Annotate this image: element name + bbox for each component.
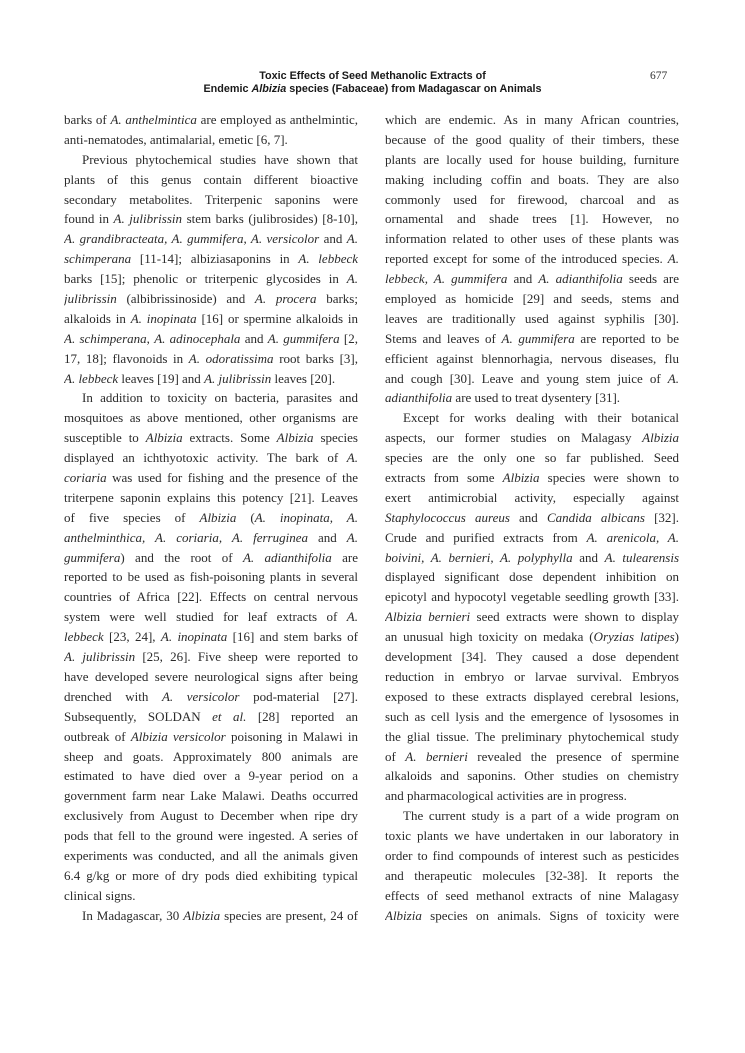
text-line: [385, 607, 679, 627]
text-line: [385, 349, 679, 369]
text-line: [385, 369, 679, 389]
text-line: [385, 150, 679, 170]
italic-text: Staphylococcus aureus: [385, 509, 510, 525]
text-line: [385, 249, 679, 269]
italic-text: A.: [346, 609, 358, 625]
italic-text: anthelminthica, A. coriaria, A. ferruginea: [64, 529, 308, 545]
text-run: exclusively from August to December when ripe dry: [64, 808, 358, 824]
text-run: displayed significant dose dependent inhibition on: [385, 569, 679, 585]
text-line: [385, 806, 679, 826]
page-number: 677: [650, 70, 668, 82]
text-run: (: [236, 509, 255, 525]
text-line: [385, 766, 679, 786]
italic-text: lebbeck: [64, 629, 104, 645]
text-line: [64, 826, 358, 846]
text-run: and: [240, 330, 268, 346]
text-run: Stems and leaves of: [385, 330, 502, 346]
italic-text: Albizia: [385, 907, 422, 923]
italic-text: A. inopinata, A.: [254, 509, 358, 525]
text-line: [385, 727, 679, 747]
header-line-2-pre: Endemic: [203, 83, 252, 95]
text-line: [64, 886, 358, 906]
text-line: [64, 766, 358, 786]
text-run: pods that fell to the ground were ingested. A series of: [64, 828, 358, 844]
italic-text: Albizia: [199, 509, 237, 525]
text-line: [385, 488, 679, 508]
text-run: reduction in embryo or larvae survival. Embryos: [385, 668, 679, 684]
right-column: [385, 110, 679, 926]
text-run: seed extracts were shown to display: [470, 609, 679, 625]
text-run: leaves [19] and: [118, 370, 205, 386]
italic-text: A. lebbeck: [64, 370, 119, 386]
italic-text: A. odoratissima: [188, 350, 274, 366]
text-line: [385, 110, 679, 130]
text-run: leaves [20].: [271, 370, 336, 386]
text-run: toxic plants we have undertaken in our laboratory in: [385, 828, 679, 844]
text-line: [64, 249, 358, 269]
text-line: [64, 428, 358, 448]
text-line: [64, 567, 358, 587]
text-line: [385, 747, 679, 767]
text-line: [64, 190, 358, 210]
italic-text: A. procera: [254, 291, 317, 307]
text-line: [64, 647, 358, 667]
text-run: In Madagascar, 30: [82, 907, 184, 923]
text-line: [64, 906, 358, 926]
text-run: plants are locally used for house building, furniture: [385, 151, 679, 167]
text-line: [64, 170, 358, 190]
text-line: [385, 647, 679, 667]
text-run: estimated to have died over a 9-year period on a: [64, 768, 358, 784]
text-run: plants of this genus contain different bioactive: [64, 171, 358, 187]
text-line: [385, 886, 679, 906]
text-run: triterpene saponin explains this potency [21]. Leaves: [64, 489, 358, 505]
text-run: countries of Africa [22]. Effects on central nervous: [64, 589, 358, 605]
text-line: [64, 508, 358, 528]
italic-text: A. lebbeck: [298, 251, 358, 267]
italic-text: A. gummifera: [267, 330, 340, 346]
text-line: [385, 309, 679, 329]
text-run: commonly used for firewood, charcoal and as: [385, 191, 679, 207]
text-run: [23, 24],: [103, 629, 161, 645]
text-run: revealed the presence of spermine: [467, 748, 679, 764]
text-run: root barks [3],: [273, 350, 358, 366]
text-line: [385, 329, 679, 349]
running-header: [0, 70, 745, 96]
text-run: government farm near Lake Malawi. Deaths occurred: [64, 788, 358, 804]
text-run: ,: [146, 330, 155, 346]
text-line: [64, 289, 358, 309]
italic-text: A.: [346, 450, 358, 466]
italic-text: A. grandibracteata, A. gummifera, A. versicolor: [64, 231, 320, 247]
text-line: [385, 587, 679, 607]
text-line: [64, 329, 358, 349]
text-run: In addition to toxicity on bacteria, parasites and: [82, 390, 358, 406]
italic-text: Oryzias latipes: [593, 629, 675, 645]
text-line: [64, 110, 358, 130]
italic-text: coriaria: [64, 470, 107, 486]
text-line: [385, 567, 679, 587]
text-run: Subsequently, SOLDAN: [64, 708, 213, 724]
text-line: [385, 448, 679, 468]
italic-text: A. julibrissin: [204, 370, 272, 386]
text-run: employed as homicide [29] and seeds, stems and: [385, 291, 679, 307]
text-run: an unusual high toxicity on medaka (: [385, 629, 594, 645]
text-run: barks;: [316, 291, 358, 307]
text-run: secondary metabolites. Triterpenic saponins were: [64, 191, 358, 207]
text-line: [385, 190, 679, 210]
text-run: making including coffin and boats. They are also: [385, 171, 679, 187]
header-line-2-post: species (Fabaceae) from Madagascar on Animals: [286, 83, 542, 95]
text-run: are: [331, 549, 358, 565]
text-run: ): [674, 629, 679, 645]
text-line: [64, 130, 358, 150]
text-run: displayed an ichthyotoxic activity. The bark of: [64, 450, 347, 466]
text-run: leaves are traditionally used against syphilis [30].: [385, 310, 679, 326]
italic-text: Albizia: [145, 430, 183, 446]
text-run: and cough [30]. Leave and young stem juice of: [385, 370, 668, 386]
text-run: species are present, 24 of: [220, 907, 358, 923]
text-run: sheep and goats. Approximately 800 animals are: [64, 748, 358, 764]
text-line: [385, 289, 679, 309]
text-line: [64, 309, 358, 329]
text-run: was used for fishing and the presence of the: [106, 470, 358, 486]
text-line: [385, 687, 679, 707]
text-line: [64, 448, 358, 468]
text-run: are used to treat dysentery [31].: [452, 390, 621, 406]
text-line: [64, 548, 358, 568]
text-line: [64, 806, 358, 826]
text-line: [64, 687, 358, 707]
text-run: [16] or spermine alkaloids in: [196, 310, 358, 326]
left-column: [64, 110, 358, 926]
text-run: seeds are: [622, 271, 679, 287]
text-line: [385, 826, 679, 846]
text-line: [64, 727, 358, 747]
text-run: [2,: [339, 330, 358, 346]
text-line: [64, 229, 358, 249]
italic-text: A. inopinata: [130, 310, 197, 326]
text-run: species on animals. Signs of toxicity were: [421, 907, 679, 923]
text-run: stem barks (julibrosides) [8-10],: [182, 211, 358, 227]
text-run: which are endemic. As in many African countries,: [385, 112, 679, 127]
italic-text: A. adianthifolia: [242, 549, 332, 565]
text-line: [385, 388, 679, 408]
italic-text: A.: [346, 529, 358, 545]
text-run: aspects, our former studies on Malagasy: [385, 430, 643, 446]
text-line: [64, 747, 358, 767]
italic-text: A. julibrissin: [113, 211, 183, 227]
text-line: [64, 349, 358, 369]
text-line: [385, 906, 679, 926]
text-run: and: [509, 509, 547, 525]
text-run: susceptible to: [64, 430, 146, 446]
text-run: alkaloids and saponins. Other studies on chemistry: [385, 768, 679, 784]
text-line: [385, 846, 679, 866]
header-genus: Albizia: [251, 83, 287, 95]
text-line: [64, 269, 358, 289]
text-run: species are the only one so far published. Seed: [385, 450, 679, 466]
italic-text: A.: [346, 231, 358, 247]
text-run: of: [385, 748, 406, 764]
text-run: [28] reported an: [246, 708, 358, 724]
text-line: [385, 468, 679, 488]
text-run: are reported to be: [574, 330, 679, 346]
text-run: (albibrissinoside) and: [116, 291, 255, 307]
text-run: barks [15]; phenolic or triterpenic glycosides in: [64, 271, 347, 287]
italic-text: Albizia versicolor: [130, 728, 226, 744]
text-run: such as cell lysis and the emergence of lysosomes in: [385, 708, 679, 724]
text-line: [64, 607, 358, 627]
text-run: extracts. Some: [182, 430, 277, 446]
italic-text: et al.: [212, 708, 247, 724]
text-run: outbreak of: [64, 728, 131, 744]
text-run: species were shown to: [539, 470, 679, 486]
text-run: Except for works dealing with their botanical: [403, 410, 679, 426]
text-run: because of the good quality of their timbers, these: [385, 131, 679, 147]
text-line: [385, 229, 679, 249]
text-line: [385, 627, 679, 647]
italic-text: Candida albicans: [546, 509, 645, 525]
italic-text: A. adianthifolia: [538, 271, 623, 287]
text-line: [385, 170, 679, 190]
text-run: clinical signs.: [64, 887, 136, 903]
italic-text: A.: [346, 271, 358, 287]
italic-text: A. arenicola, A.: [586, 529, 679, 545]
text-line: [385, 408, 679, 428]
text-line: [64, 786, 358, 806]
text-run: and: [319, 231, 347, 247]
text-run: and: [572, 549, 605, 565]
italic-text: julibrissin: [64, 291, 117, 307]
text-line: [64, 528, 358, 548]
text-line: [385, 707, 679, 727]
italic-text: adianthifolia: [385, 390, 453, 406]
text-run: and: [507, 271, 539, 287]
text-run: pod-material [27].: [239, 688, 358, 704]
text-line: [385, 209, 679, 229]
text-line: [64, 866, 358, 886]
text-run: and therapeutic molecules [32-38]. It reports the: [385, 867, 679, 883]
text-run: [25, 26]. Five sheep were reported to: [135, 649, 358, 665]
text-line: [64, 369, 358, 389]
text-run: extracts from some: [385, 470, 503, 486]
text-run: ) and the root of: [120, 549, 243, 565]
italic-text: Albizia: [642, 430, 679, 446]
text-run: 17, 18]; flavonoids in: [64, 350, 189, 366]
text-line: [385, 130, 679, 150]
italic-text: A. schimperana: [64, 330, 147, 346]
italic-text: A.: [667, 251, 679, 267]
text-run: efficient against blennorhagia, nervous diseases, flu: [385, 350, 679, 366]
italic-text: Albizia: [276, 430, 314, 446]
text-run: exert antimicrobial activity, especially against: [385, 489, 679, 505]
text-run: found in: [64, 211, 114, 227]
italic-text: boivini, A. bernieri, A. polyphylla: [385, 549, 573, 565]
text-run: mosquitoes as above mentioned, other organisms are: [64, 410, 358, 426]
text-run: effects of seed methanol extracts of nine Malagasy: [385, 887, 679, 903]
text-run: development [34]. They caused a dose dependent: [385, 649, 679, 665]
italic-text: A. versicolor: [161, 688, 240, 704]
text-run: exposed to these extracts displayed cerebral lesions,: [385, 688, 679, 704]
text-line: [64, 209, 358, 229]
italic-text: Albizia: [183, 907, 221, 923]
text-line: [385, 548, 679, 568]
italic-text: Albizia bernieri: [385, 609, 471, 625]
text-line: [64, 707, 358, 727]
header-line-2: [0, 83, 745, 96]
text-line: [385, 428, 679, 448]
text-run: The current study is a part of a wide program on: [403, 808, 679, 824]
italic-text: A. bernieri: [405, 748, 468, 764]
text-run: [11-14]; albiziasaponins in: [131, 251, 299, 267]
italic-text: lebbeck, A. gummifera: [385, 271, 508, 287]
italic-text: A. gummifera: [501, 330, 575, 346]
text-line: [385, 508, 679, 528]
text-run: [32].: [644, 509, 679, 525]
text-run: barks of: [64, 112, 111, 127]
italic-text: schimperana: [64, 251, 132, 267]
text-run: of five species of: [64, 509, 200, 525]
text-run: drenched with: [64, 688, 162, 704]
text-line: [64, 388, 358, 408]
text-run: poisoning in Malawi in: [225, 728, 358, 744]
text-run: 6.4 g/kg or more of dry pods died exhibiting typical: [64, 867, 358, 883]
text-run: are employed as anthelmintic,: [196, 112, 358, 127]
text-line: [385, 866, 679, 886]
text-line: [64, 846, 358, 866]
text-run: information related to other uses of these plants was: [385, 231, 679, 247]
italic-text: A. tulearensis: [604, 549, 679, 565]
text-run: anti-nematodes, antimalarial, emetic [6, 7].: [64, 131, 288, 147]
text-run: reported except for some of the introduced species.: [385, 251, 668, 267]
text-line: [385, 528, 679, 548]
text-line: [64, 468, 358, 488]
text-run: and: [307, 529, 347, 545]
text-run: [16] and stem barks of: [227, 629, 358, 645]
italic-text: A. anthelmintica: [110, 112, 197, 127]
text-line: [64, 627, 358, 647]
text-line: [64, 408, 358, 428]
text-line: [64, 667, 358, 687]
text-run: reported to be used as fish-poisoning plants in several: [64, 569, 358, 585]
italic-text: A. julibrissin: [64, 649, 136, 665]
italic-text: Albizia: [502, 470, 540, 486]
header-line-1: Toxic Effects of Seed Methanolic Extracts of: [259, 70, 486, 82]
text-run: have developed severe neurological signs after being: [64, 668, 358, 684]
text-run: Previous phytochemical studies have shown that: [82, 151, 358, 167]
text-line: [385, 269, 679, 289]
text-run: ornamental and shade trees [1]. However, no: [385, 211, 679, 227]
italic-text: gummifera: [64, 549, 121, 565]
text-line: [64, 587, 358, 607]
text-run: epicotyl and hypocotyl vegetable seedling growth [33].: [385, 589, 679, 605]
text-run: and pharmacological activities are in progress.: [385, 788, 627, 804]
text-run: alkaloids in: [64, 310, 131, 326]
italic-text: A. inopinata: [160, 629, 228, 645]
italic-text: A. adinocephala: [154, 330, 241, 346]
text-run: Crude and purified extracts from: [385, 529, 587, 545]
text-line: [64, 488, 358, 508]
text-run: order to find compounds of interest such as pesticides: [385, 847, 679, 863]
text-run: the glial tissue. The preliminary phytochemical study: [385, 728, 679, 744]
italic-text: A.: [667, 370, 679, 386]
text-line: [385, 786, 679, 806]
text-run: species: [313, 430, 358, 446]
text-run: experiments was conducted, and all the animals given: [64, 847, 358, 863]
text-run: system were well studied for leaf extracts of: [64, 609, 347, 625]
text-line: [64, 150, 358, 170]
text-line: [385, 667, 679, 687]
